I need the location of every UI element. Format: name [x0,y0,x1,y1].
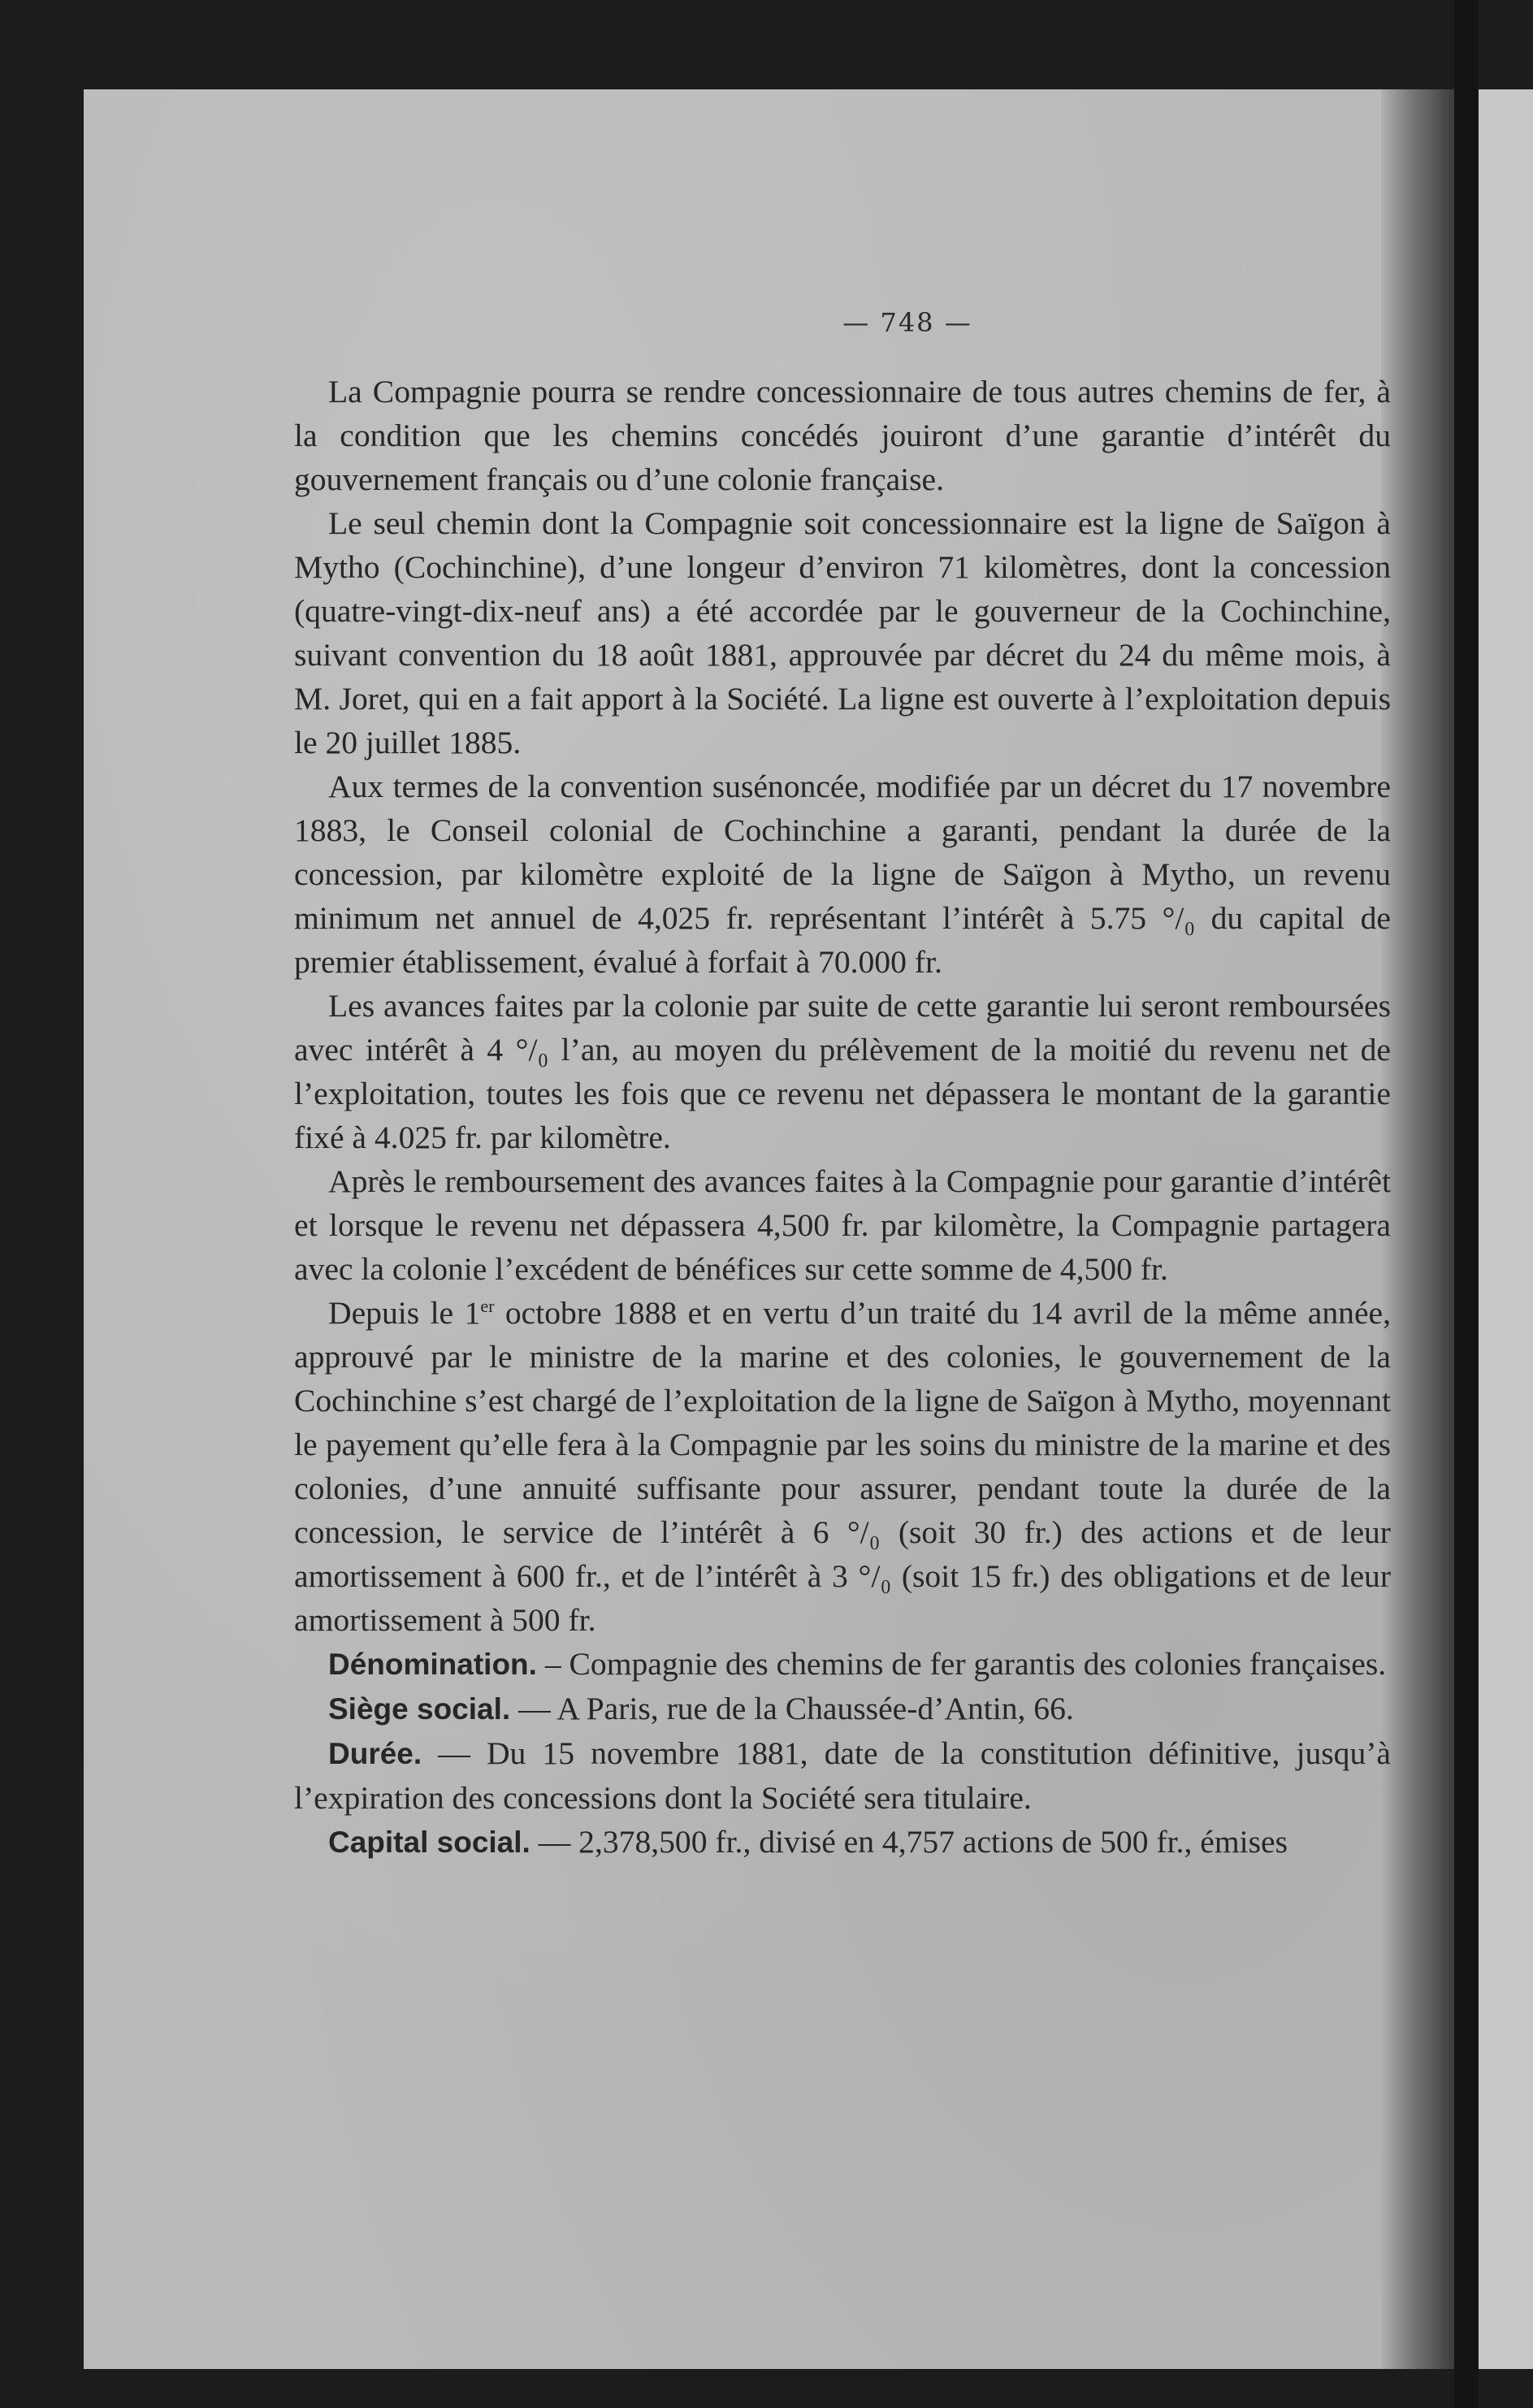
page-gutter-shadow [1381,89,1454,2369]
page-number: — 748 — [842,307,972,338]
entry-duree [294,1731,1391,1820]
paragraph: Le seul chemin dont la Compagnie soit concessionnaire est la ligne de Saïgon à Mytho (Cochinchine), d’une longeur d’environ 71 kilomètres, dont la concession (quatre-vingt-dix-neuf ans) a été accordée par le gouverneur de la Cochinchine, suivant convention du 18 août 1881, approuvée par décret du 24 du même mois, à M. Joret, qui en a fait apport à la Société. La ligne est ouverte à l’exploitation depuis le 20 juillet 1885. [294,505,1391,760]
entry-text: — A Paris, rue de la Chaussée-d’Antin, 66. [510,1691,1074,1726]
entry-capital-social [294,1820,1391,1864]
paragraph: Après le remboursement des avances faites à la Compagnie pour garantie d’intérêt et lorsque le revenu net dépassera 4,500 fr. par kilomètre, la Compagnie partagera avec la colonie l’excédent de bénéfices sur cette somme de 4,500 fr. [294,1163,1391,1287]
entry-text: — 2,378,500 fr., divisé en 4,757 actions de 500 fr., émises [530,1824,1288,1860]
entry-text: – Compagnie des chemins de fer garantis des colonies françaises. [536,1646,1387,1682]
ordinal-superscript: er [480,1295,495,1316]
entry-label: Dénomination. [328,1648,537,1681]
entry-label: Siège social. [328,1692,511,1726]
entry-label: Capital social. [328,1825,530,1859]
entry-text: — Du 15 novembre 1881, date de la constitution définitive, jusqu’à l’expiration des concessions dont la Société sera titulaire. [294,1735,1391,1816]
paragraph-text: octobre 1888 et en vertu d’un traité du 14 avril de la même année, approuvé par le ministre de la marine et des colonies, le gouvernement de la Cochinchine s’est chargé de l’exploitation de la ligne de Saïgon à Mytho, moyennant le payement qu’elle fera à la Compagnie par les soins du ministre de la marine et des colonies, d’une annuité suffisante pour assurer, pendant toute la durée de la concession, le service de l’intérêt à 6 °/₀ (soit 30 fr.) des actions et de leur amortissement à 600 fr., et de l’intérêt à 3 °/₀ (soit 15 fr.) des obligations et de leur amortissement à 500 fr. [294,1295,1391,1638]
entry-label: Durée. [328,1737,422,1770]
paragraph: Les avances faites par la colonie par suite de cette garantie lui seront remboursées avec intérêt à 4 °/₀ l’an, au moyen du prélèvement de la moitié du revenu net de l’exploitation, toutes les fois que ce revenu net dépassera le montant de la garantie fixé à 4.025 fr. par kilomètre. [294,988,1391,1155]
paragraph: La Compagnie pourra se rendre concessionnaire de tous autres chemins de fer, à la condition que les chemins concédés jouiront d’une garantie d’intérêt du gouvernement français ou d’une colonie française. [294,374,1391,497]
entry-denomination [294,1642,1391,1687]
binding-divider [1454,0,1479,2408]
body-text [294,370,1391,1864]
paragraph: Aux termes de la convention susénoncée, modifiée par un décret du 17 novembre 1883, le Conseil colonial de Cochinchine a garanti, pendant la durée de la concession, par kilomètre exploité de la ligne de Saïgon à Mytho, un revenu minimum net annuel de 4,025 fr. représentant l’intérêt à 5.75 °/₀ du capital de premier établissement, évalué à forfait à 70.000 fr. [294,769,1391,980]
entry-siege-social [294,1687,1391,1731]
paragraph-text: Depuis le 1 [328,1295,481,1331]
paragraph [294,1291,1391,1642]
facing-page-edge [1479,89,1533,2369]
